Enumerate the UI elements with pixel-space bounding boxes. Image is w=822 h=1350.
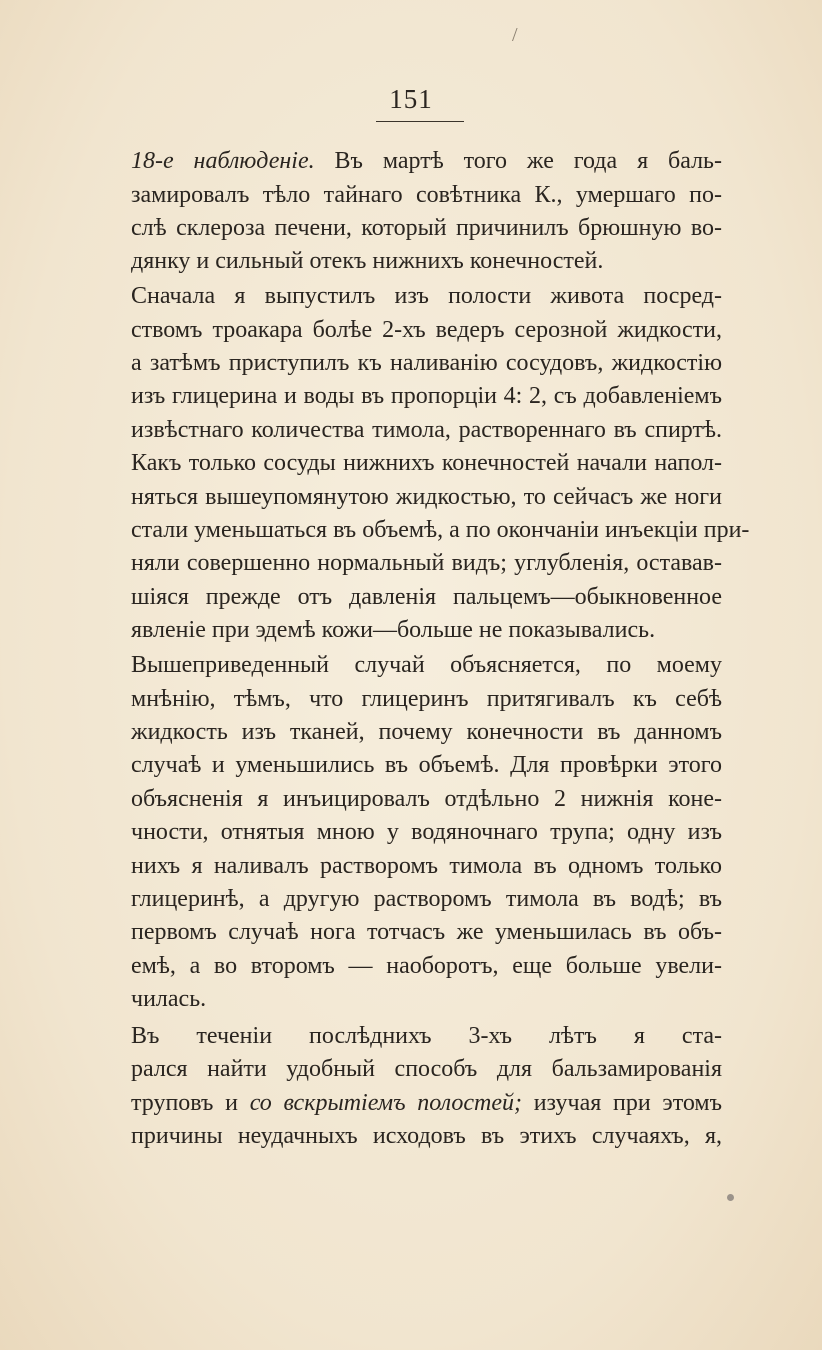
text-line: извѣстнаго количества тимола, раствореннаго въ спиртѣ. <box>131 417 722 443</box>
margin-spot <box>727 1194 734 1201</box>
text-line: чности, отнятыя мною у водяночнаго трупа; одну изъ <box>131 819 722 845</box>
header-rule <box>376 121 464 122</box>
observation-heading: 18-е наблюденіе. <box>131 148 315 174</box>
text-line: Сначала я выпустилъ изъ полости живота посред- <box>131 283 722 309</box>
text-line: первомъ случаѣ нога тотчасъ же уменьшилась въ объ- <box>131 919 722 945</box>
text-line: няли совершенно нормальный видъ; углубленія, оставав- <box>131 550 722 576</box>
text-line: рался найти удобный способъ для бальзамированія <box>131 1056 722 1082</box>
text-line: Вышеприведенный случай объясняется, по моему <box>131 652 722 678</box>
text-line: слѣ склероза печени, который причинилъ брюшную во- <box>131 215 722 241</box>
text-line: ствомъ троакара болѣе 2-хъ ведеръ серозной жидкости, <box>131 317 722 343</box>
text-line: мнѣнію, тѣмъ, что глицеринъ притягивалъ къ себѣ <box>131 686 722 712</box>
text-line: изъ глицерина и воды въ пропорціи 4: 2, съ добавленіемъ <box>131 383 722 409</box>
text-line: чилась. <box>131 986 207 1012</box>
text-line: нихъ я наливалъ растворомъ тимола въ одномъ только <box>131 853 722 879</box>
text-line: дянку и сильный отекъ нижнихъ конечностей. <box>131 248 604 274</box>
text-line: стали уменьшаться въ объемѣ, а по окончаніи инъекціи при- <box>131 517 750 543</box>
text-line: емѣ, а во второмъ — наоборотъ, еще больше увели- <box>131 953 722 979</box>
italic-phrase: со вскрытіемъ полостей; <box>249 1090 523 1116</box>
text-line: Какъ только сосуды нижнихъ конечностей начали напол- <box>131 450 722 476</box>
text-line: 18-е наблюденіе. Въ мартѣ того же года я баль- <box>131 148 722 174</box>
text-line: глицеринѣ, а другую растворомъ тимола въ водѣ; въ <box>131 886 722 912</box>
pencil-mark: / <box>512 24 518 46</box>
text-line: няться вышеупомянутою жидкостью, то сейчасъ же ноги <box>131 484 722 510</box>
text-line: Въ теченіи послѣднихъ 3-хъ лѣтъ я ста- <box>131 1023 722 1049</box>
text-line: а затѣмъ приступилъ къ наливанію сосудовъ, жидкостію <box>131 350 722 376</box>
text-line: шіяся прежде отъ давленія пальцемъ—обыкновенное <box>131 584 722 610</box>
page-number: 151 <box>389 84 433 114</box>
text-line: труповъ и со вскрытіемъ полостей; изучая при этомъ <box>131 1090 723 1116</box>
text-line: жидкость изъ тканей, почему конечности въ данномъ <box>131 719 722 745</box>
text-line: объясненія я инъицировалъ отдѣльно 2 нижнія коне- <box>131 786 722 812</box>
text-line: явленіе при эдемѣ кожи—больше не показывались. <box>131 617 656 643</box>
text-line: случаѣ и уменьшились въ объемѣ. Для провѣрки этого <box>131 752 722 778</box>
text-line: причины неудачныхъ исходовъ въ этихъ случаяхъ, я, <box>131 1123 722 1149</box>
text-line: замировалъ тѣло тайнаго совѣтника К., умершаго по- <box>131 182 722 208</box>
